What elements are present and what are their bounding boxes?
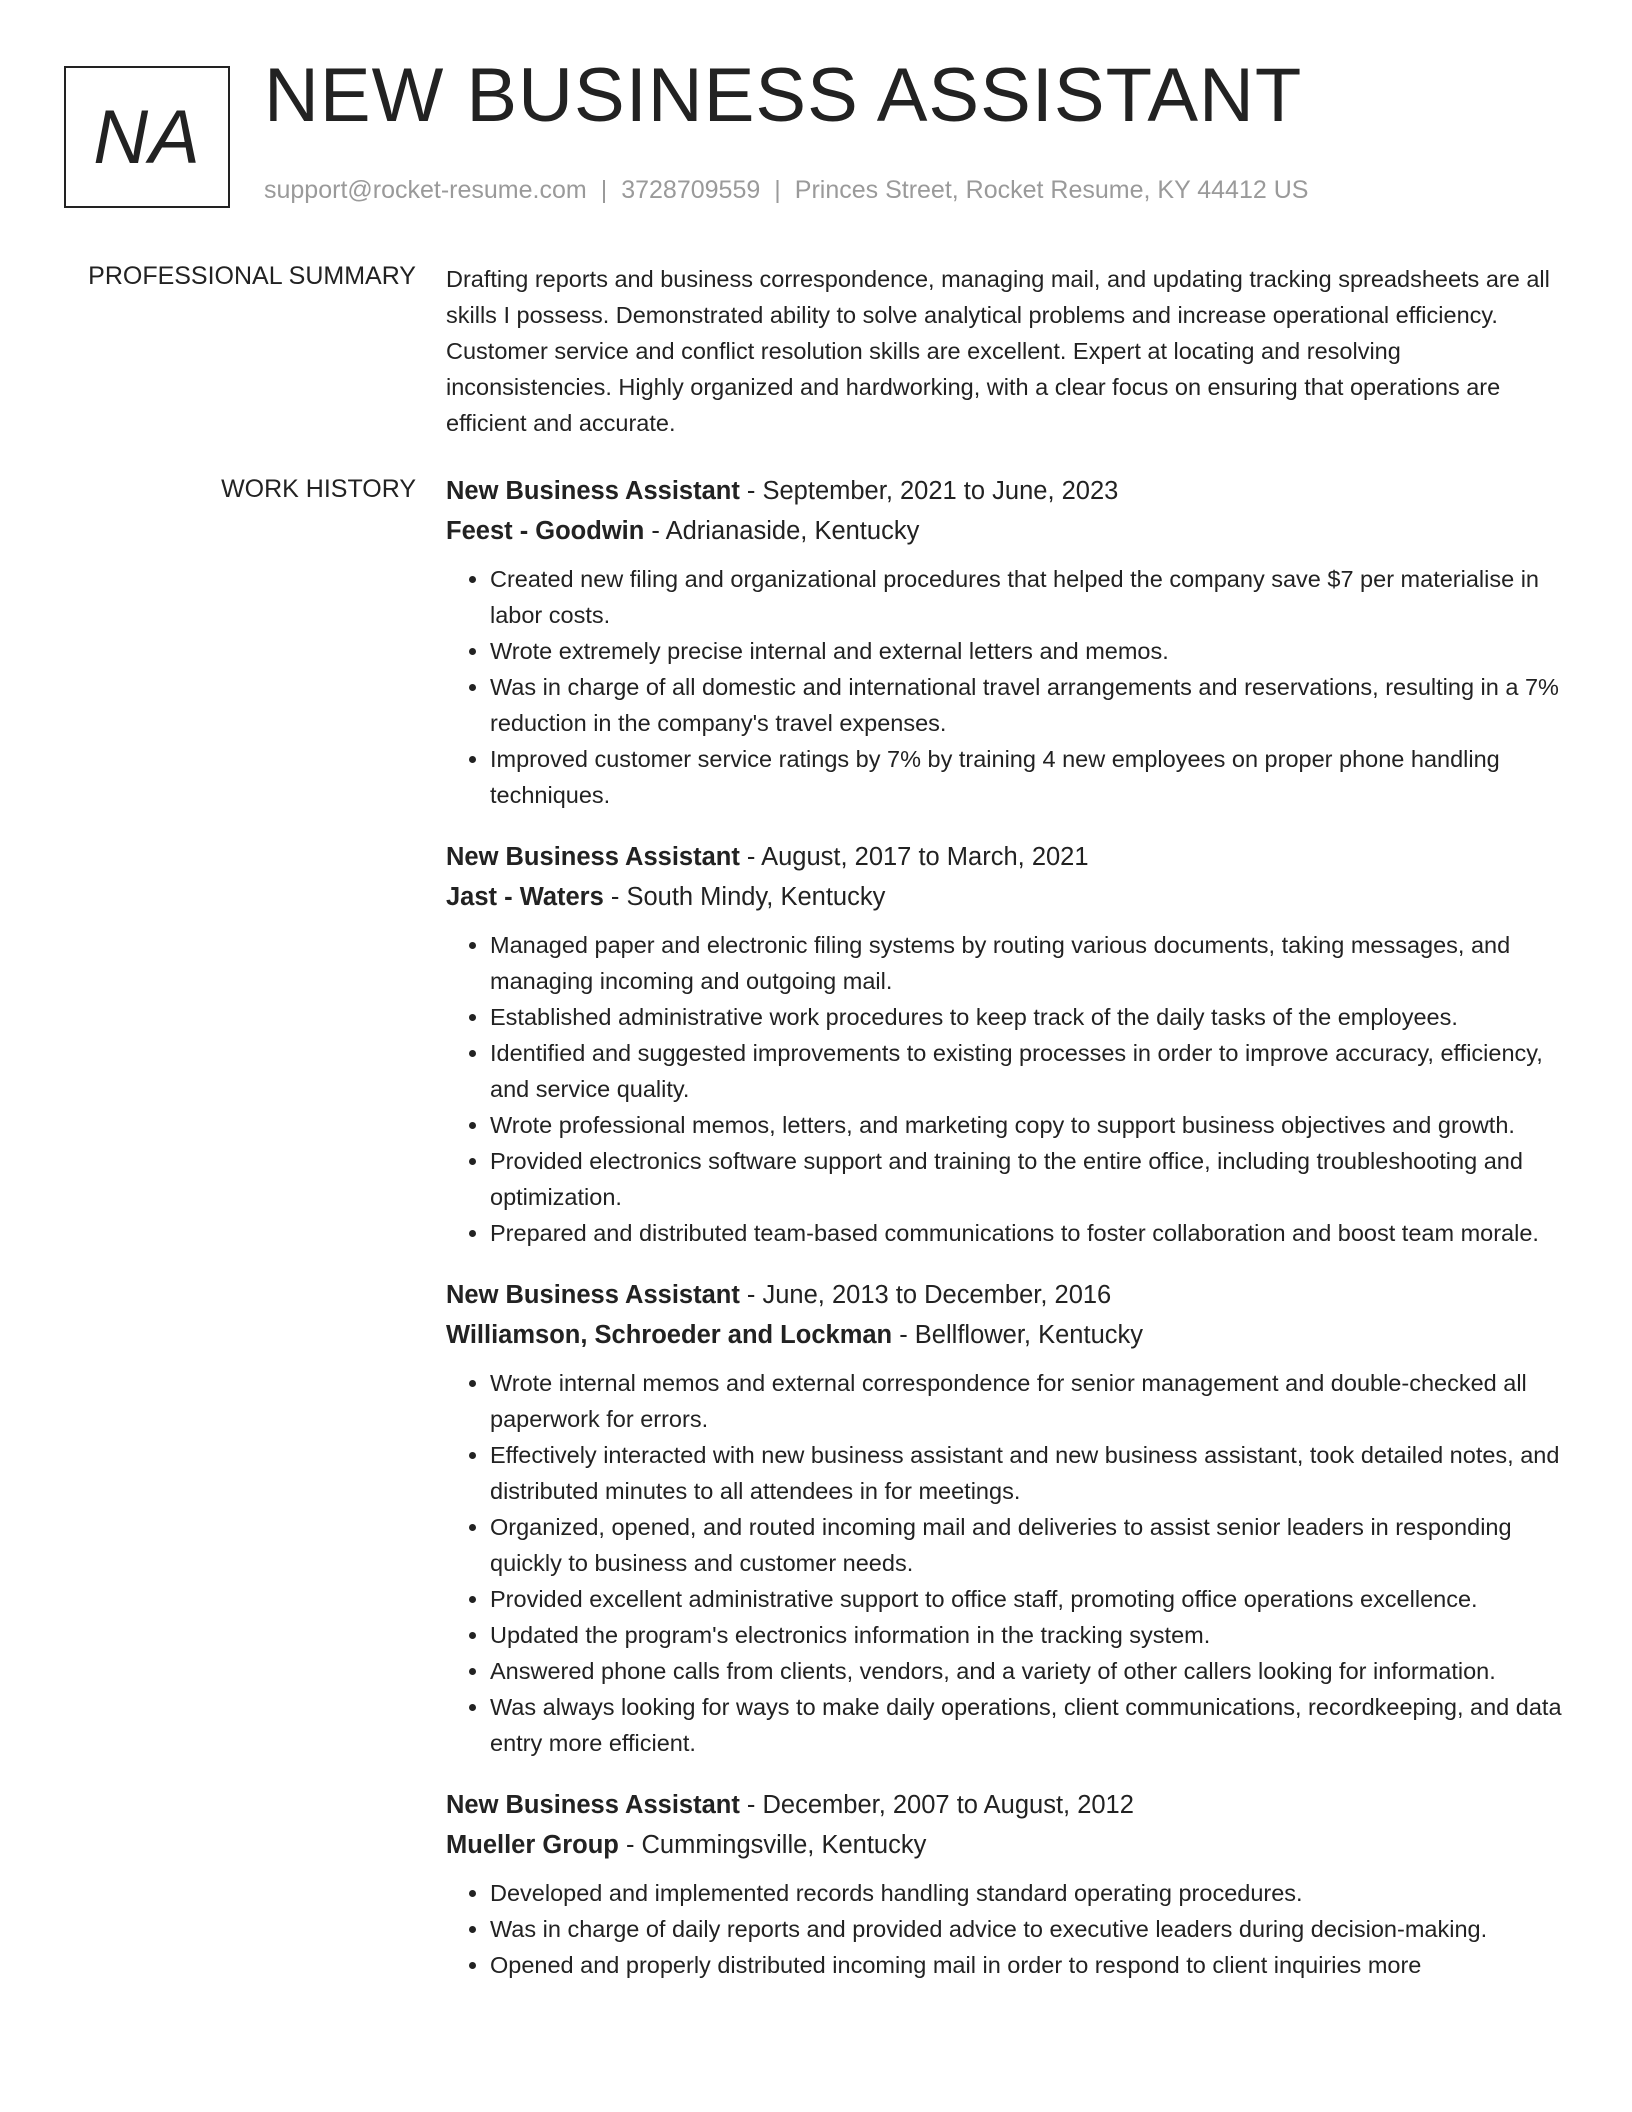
job-bullet-list [446, 1365, 1568, 1761]
summary-text: Drafting reports and business correspondence, managing mail, and updating tracking spreadsheets are all skills I possess. Demonstrated ability to solve analytical problems and increase operational efficiency. Customer service and conflict resolution skills are excellent. Expert at locating and resolving inconsistencies. Highly organized and hardworking, with a clear focus on ensuring that operations are efficient and accurate. [446, 266, 1550, 436]
job-company: Williamson, Schroeder and Lockman [446, 1321, 893, 1349]
work-history-list [446, 471, 1568, 2007]
job-company-line [446, 511, 1568, 551]
job-entry [446, 471, 1568, 813]
job-title-line [446, 1275, 1568, 1315]
contact-email: support@rocket-resume.com [264, 176, 587, 204]
job-entry [446, 1785, 1568, 1983]
job-bullet-list [446, 1875, 1568, 1983]
job-title: New Business Assistant [446, 1281, 740, 1309]
job-bullet: • Established administrative work procedures to keep track of the daily tasks of the employees. [490, 999, 1568, 1035]
job-bullet: • Was always looking for ways to make daily operations, client communications, recordkeeping, and data entry more efficient. [490, 1689, 1568, 1761]
job-bullet: • Organized, opened, and routed incoming mail and deliveries to assist senior leaders in responding quickly to business and customer needs. [490, 1509, 1568, 1581]
job-bullet: • Wrote internal memos and external correspondence for senior management and double-checked all paperwork for errors. [490, 1365, 1568, 1437]
job-location: - Bellflower, Kentucky [892, 1321, 1143, 1349]
job-company-line [446, 1315, 1568, 1355]
monogram-initials: NA [93, 94, 201, 180]
job-bullet: • Created new filing and organizational procedures that helped the company save $7 per materialise in labor costs. [490, 561, 1568, 633]
contact-separator: | [600, 176, 608, 204]
job-bullet: • Updated the program's electronics information in the tracking system. [490, 1617, 1568, 1653]
job-location: - South Mindy, Kentucky [603, 883, 886, 911]
job-company: Feest - Goodwin [446, 517, 645, 545]
job-entry [446, 837, 1568, 1251]
job-bullet: • Managed paper and electronic filing systems by routing various documents, taking messages, and managing incoming and outgoing mail. [490, 927, 1568, 999]
job-company: Mueller Group [446, 1831, 619, 1859]
contact-address: Princes Street, Rocket Resume, KY 44412 US [794, 176, 1309, 204]
job-bullet: • Wrote professional memos, letters, and marketing copy to support business objectives and growth. [490, 1107, 1568, 1143]
job-location: - Adrianaside, Kentucky [644, 517, 920, 545]
contact-phone: 3728709559 [621, 176, 761, 204]
job-title: New Business Assistant [446, 843, 740, 871]
job-dates: - August, 2017 to March, 2021 [739, 843, 1089, 871]
job-bullet: • Opened and properly distributed incoming mail in order to respond to client inquiries more [490, 1947, 1568, 1983]
job-title: New Business Assistant [446, 1791, 740, 1819]
job-dates: - June, 2013 to December, 2016 [739, 1281, 1112, 1309]
candidate-name: NEW BUSINESS ASSISTANT [264, 53, 1303, 138]
contact-separator: | [774, 176, 781, 204]
job-bullet: • Effectively interacted with new business assistant and new business assistant, took detailed notes, and distributed minutes to all attendees in for meetings. [490, 1437, 1568, 1509]
contact-line [264, 176, 1308, 205]
job-bullet: • Was in charge of all domestic and international travel arrangements and reservations, resulting in a 7% reduction in the company's travel expenses. [490, 669, 1568, 741]
job-company-line [446, 1825, 1568, 1865]
job-entry [446, 1275, 1568, 1761]
job-bullet-list [446, 561, 1568, 813]
job-dates: - September, 2021 to June, 2023 [739, 477, 1119, 505]
job-bullet-list [446, 927, 1568, 1251]
job-bullet: • Wrote extremely precise internal and external letters and memos. [490, 633, 1568, 669]
job-bullet: • Prepared and distributed team-based communications to foster collaboration and boost team morale. [490, 1215, 1568, 1251]
job-title-line [446, 471, 1568, 511]
job-company: Jast - Waters [446, 883, 604, 911]
job-title-line [446, 1785, 1568, 1825]
job-company-line [446, 877, 1568, 917]
job-bullet: • Was in charge of daily reports and provided advice to executive leaders during decision-making. [490, 1911, 1568, 1947]
job-title-line [446, 837, 1568, 877]
job-bullet: • Improved customer service ratings by 7% by training 4 new employees on proper phone handling techniques. [490, 741, 1568, 813]
job-bullet: • Developed and implemented records handling standard operating procedures. [490, 1875, 1568, 1911]
job-location: - Cummingsville, Kentucky [618, 1831, 927, 1859]
job-title: New Business Assistant [446, 477, 740, 505]
job-bullet: • Identified and suggested improvements to existing processes in order to improve accuracy, efficiency, and service quality. [490, 1035, 1568, 1107]
monogram-badge [64, 66, 230, 208]
work-history-heading: WORK HISTORY [221, 475, 416, 503]
job-bullet: • Provided excellent administrative support to office staff, promoting office operations excellence. [490, 1581, 1568, 1617]
summary-heading: PROFESSIONAL SUMMARY [88, 262, 416, 290]
job-bullet: • Answered phone calls from clients, vendors, and a variety of other callers looking for information. [490, 1653, 1568, 1689]
job-dates: - December, 2007 to August, 2012 [739, 1791, 1134, 1819]
job-bullet: • Provided electronics software support and training to the entire office, including troubleshooting and optimization. [490, 1143, 1568, 1215]
